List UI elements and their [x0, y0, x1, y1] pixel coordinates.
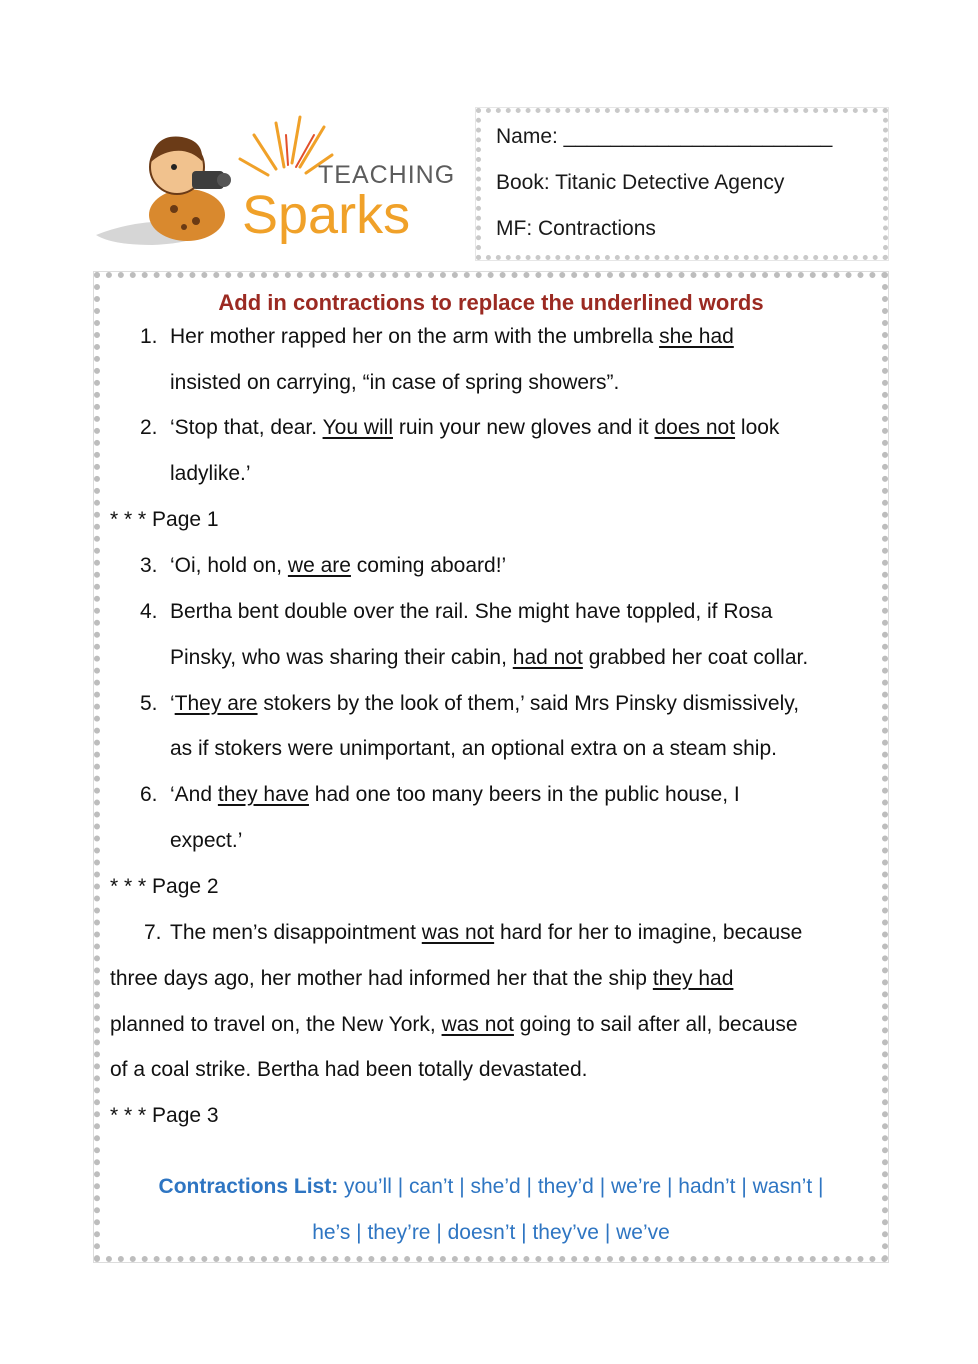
item-number: 5.: [140, 692, 158, 715]
item-7-line-1: The men’s disappointment was not hard for her to imagine, because: [170, 921, 803, 944]
item-number: 1.: [140, 325, 158, 348]
item-1-line-1: Her mother rapped her on the arm with the umbrella she had: [170, 325, 734, 348]
page-marker: * * * Page 2: [110, 875, 219, 898]
worksheet-heading: Add in contractions to replace the underlined words: [218, 290, 764, 315]
student-info-box: [476, 108, 888, 260]
item-7-line-4: of a coal strike. Bertha had been totally devastated.: [110, 1058, 588, 1081]
teaching-sparks-logo: [92, 105, 462, 260]
underlined-phrase: was not: [421, 921, 495, 944]
page-marker: * * * Page 3: [110, 1104, 219, 1127]
item-2-line-2: ladylike.’: [170, 462, 251, 485]
underlined-phrase: They are: [174, 692, 258, 715]
item-5-line-2: as if stokers were unimportant, an optional extra on a steam ship.: [170, 737, 777, 760]
underlined-phrase: we are: [287, 554, 351, 577]
underlined-phrase: You will: [322, 416, 393, 439]
worksheet-box: [94, 272, 888, 1262]
item-number: 2.: [140, 416, 158, 439]
underlined-phrase: they have: [217, 783, 309, 806]
contractions-label: Contractions List:: [158, 1175, 339, 1198]
item-6-line-2: expect.’: [170, 829, 243, 852]
item-7-line-2: three days ago, her mother had informed her that the ship they had: [110, 967, 734, 990]
underlined-phrase: had not: [512, 646, 583, 669]
underlined-phrase: was not: [441, 1013, 514, 1036]
item-4-line-2: Pinsky, who was sharing their cabin, had not grabbed her coat collar.: [170, 646, 809, 669]
item-6-line-1: ‘And they have had one too many beers in the public house, I: [170, 783, 740, 806]
item-number: 7.: [144, 921, 162, 944]
item-3-line-1: ‘Oi, hold on, we are coming aboard!’: [170, 554, 507, 577]
underlined-phrase: does not: [654, 416, 736, 439]
item-number: 4.: [140, 600, 158, 623]
item-4-line-1: Bertha bent double over the rail. She might have toppled, if Rosa: [170, 600, 773, 623]
item-number: 6.: [140, 783, 158, 806]
item-7-line-3: planned to travel on, the New York, was not going to sail after all, because: [110, 1013, 798, 1036]
item-1-line-2: insisted on carrying, “in case of spring showers”.: [170, 371, 620, 394]
book-label: Book: Titanic Detective Agency: [496, 171, 785, 194]
svg-text:TEACHING: TEACHING: [318, 161, 456, 189]
item-5-line-1: ‘They are stokers by the look of them,’ said Mrs Pinsky dismissively,: [170, 692, 800, 715]
underlined-phrase: they had: [652, 967, 734, 990]
item-2-line-1: ‘Stop that, dear. You will ruin your new gloves and it does not look: [170, 416, 780, 439]
item-number: 3.: [140, 554, 158, 577]
contractions-list-line-2: he’s | they’re | doesn’t | they’ve | we’ve: [312, 1221, 670, 1244]
name-field[interactable]: Name: _______________________: [496, 125, 833, 148]
svg-text:Sparks: Sparks: [242, 185, 411, 245]
caveman-mascot-icon: [92, 105, 462, 260]
underlined-phrase: she had: [659, 325, 734, 348]
mf-label: MF: Contractions: [496, 217, 656, 240]
contractions-list-line-1: Contractions List: you’ll | can’t | she’d | they’d | we’re | hadn’t | wasn’t |: [158, 1175, 824, 1198]
page-marker: * * * Page 1: [110, 508, 219, 531]
